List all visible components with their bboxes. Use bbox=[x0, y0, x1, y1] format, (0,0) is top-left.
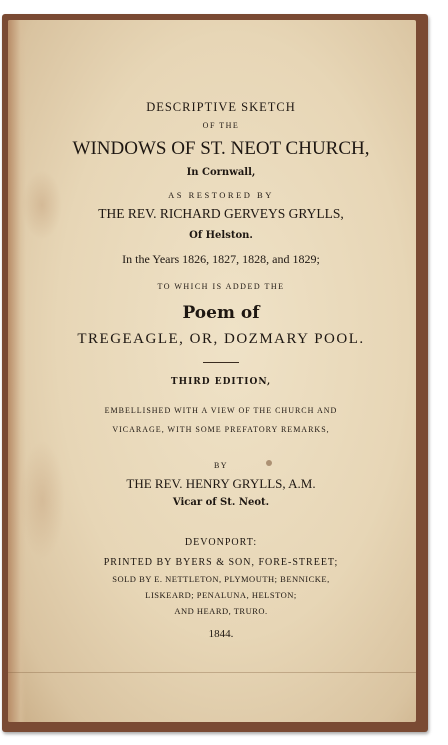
years-line: In the Years 1826, 1827, 1828, and 1829; bbox=[122, 252, 320, 266]
descriptive-sketch-line: DESCRIPTIVE SKETCH bbox=[146, 100, 296, 114]
by-line: BY bbox=[213, 461, 229, 470]
divider-rule bbox=[203, 362, 239, 363]
printer-line: PRINTED BY BYERS & SON, FORE-STREET; bbox=[103, 557, 339, 568]
in-cornwall-line: In Cornwall, bbox=[186, 167, 256, 178]
of-the-line: OF THE bbox=[202, 121, 240, 130]
vicarage-line: VICARAGE, WITH SOME PREFATORY REMARKS, bbox=[112, 425, 330, 434]
sellers-line-2: LISKEARD; PENALUNA, HELSTON; bbox=[145, 590, 297, 600]
edition-line: THIRD EDITION, bbox=[170, 377, 272, 387]
of-helston-line: Of Helston. bbox=[189, 230, 253, 241]
title-page bbox=[8, 20, 416, 722]
as-restored-by-line: AS RESTORED BY bbox=[168, 190, 274, 200]
to-which-is-added-line: TO WHICH IS ADDED THE bbox=[157, 282, 285, 291]
publication-year: 1844. bbox=[208, 628, 234, 640]
sellers-line-3: AND HEARD, TRURO. bbox=[174, 606, 268, 616]
sellers-line-1: SOLD BY E. NETTLETON, PLYMOUTH; BENNICKE, bbox=[112, 574, 330, 584]
embellished-line: EMBELLISHED WITH A VIEW OF THE CHURCH AND bbox=[104, 406, 338, 415]
main-title: WINDOWS OF ST. NEOT CHURCH, bbox=[72, 138, 370, 159]
page-fold-line bbox=[8, 672, 416, 673]
page-gutter-shadow bbox=[8, 20, 26, 722]
author-name: THE REV. HENRY GRYLLS, A.M. bbox=[126, 476, 316, 491]
poem-title: TREGEAGLE, OR, DOZMARY POOL. bbox=[77, 331, 365, 347]
vicar-line: Vicar of St. Neot. bbox=[172, 497, 270, 508]
place-of-printing: DEVONPORT: bbox=[184, 537, 258, 548]
restorer-name: THE REV. RICHARD GERVEYS GRYLLS, bbox=[98, 206, 344, 221]
poem-of-line: Poem of bbox=[182, 303, 260, 323]
